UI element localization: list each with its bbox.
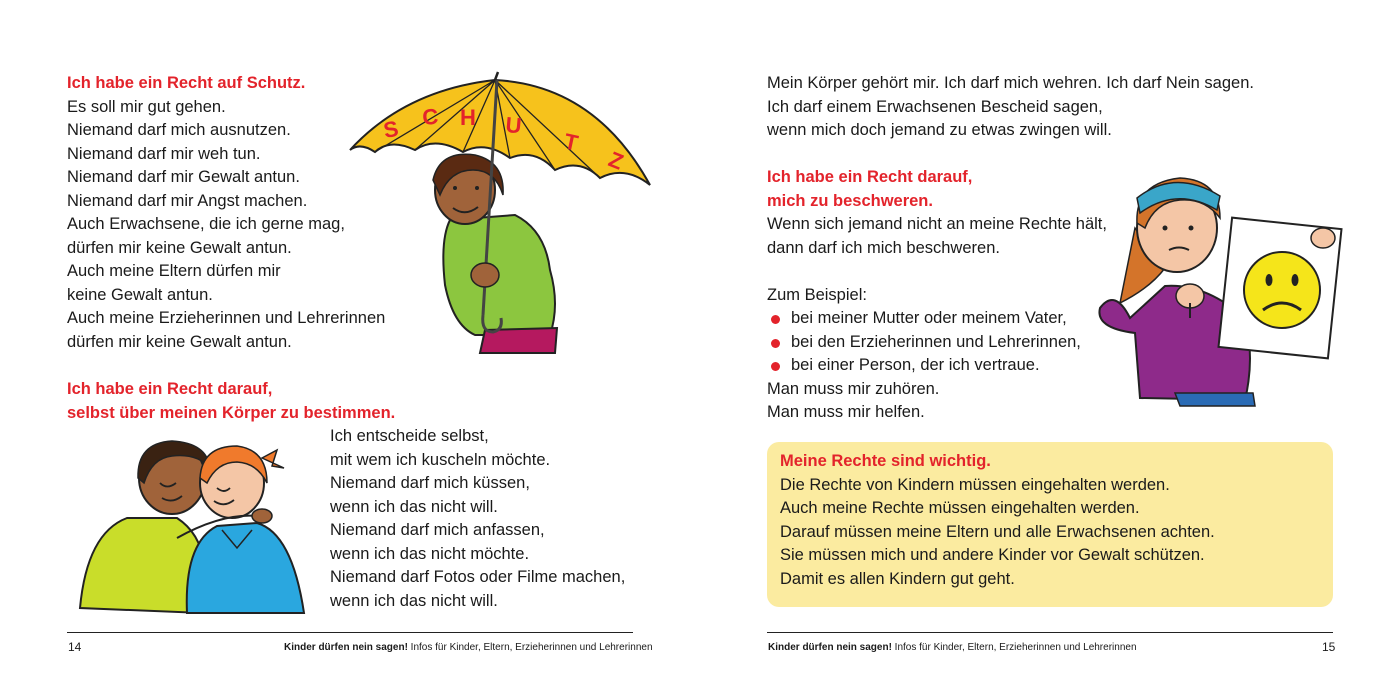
text-line: Damit es allen Kindern gut geht. <box>780 569 1015 588</box>
footer-subtitle: Infos für Kinder, Eltern, Erzieherinnen und Lehrerinnen <box>891 642 1137 653</box>
text-line: Darauf müssen meine Eltern und alle Erwachsenen achten. <box>780 522 1215 541</box>
footer-subtitle: Infos für Kinder, Eltern, Erzieherinnen und Lehrerinnen <box>407 642 653 653</box>
list-item: bei den Erzieherinnen und Lehrerinnen, <box>767 331 1107 355</box>
text-line: Niemand darf mir weh tun. <box>67 144 261 163</box>
text-line: Niemand darf Fotos oder Filme machen, <box>330 568 626 586</box>
text-line: Die Rechte von Kindern müssen eingehalten werden. <box>780 475 1170 494</box>
text-line: Ich entscheide selbst, <box>330 427 489 445</box>
footer-divider <box>767 632 1333 633</box>
text-line: mit wem ich kuscheln möchte. <box>330 450 551 469</box>
umbrella-letter-t: T <box>561 128 581 156</box>
text-line: Man muss mir zuhören. <box>767 379 940 398</box>
text-line: Niemand darf mich ausnutzen. <box>67 121 291 139</box>
text-line: Niemand darf mir Angst machen. <box>67 191 308 210</box>
two-children-hugging-illustration <box>72 438 312 616</box>
text-line: Sie müssen mich und andere Kinder vor Gewalt schützen. <box>780 546 1205 564</box>
page-number-left: 14 <box>68 640 82 654</box>
text-line: Auch meine Erzieherinnen und Lehrerinnen <box>67 309 386 327</box>
heading-complaint-line1: Ich habe ein Recht darauf, <box>767 168 973 186</box>
umbrella-letter-z: Z <box>605 146 627 175</box>
text-line: dürfen mir keine Gewalt antun. <box>67 238 292 257</box>
section-intro <box>767 72 1254 143</box>
text-line: Auch Erwachsene, die ich gerne mag, <box>67 215 345 233</box>
text-line: keine Gewalt antun. <box>67 285 213 304</box>
footer-title: Kinder dürfen nein sagen! <box>284 642 408 653</box>
heading-protection: Ich habe ein Recht auf Schutz. <box>67 74 306 92</box>
text-line: Mein Körper gehört mir. Ich darf mich wehren. Ich darf Nein sagen. <box>767 74 1254 92</box>
rights-important-box <box>767 442 1333 607</box>
text-line: Ich darf einem Erwachsenen Bescheid sagen, <box>767 97 1103 116</box>
child-with-sad-face-sign-illustration <box>1095 168 1345 408</box>
heading-body-rights-line2: selbst über meinen Körper zu bestimmen. <box>67 403 396 422</box>
footer-divider <box>67 632 633 633</box>
text-line: wenn ich das nicht will. <box>330 591 498 610</box>
umbrella-letter-h: H <box>460 105 476 130</box>
text-line: Auch meine Rechte müssen eingehalten werden. <box>780 499 1140 517</box>
footer-right <box>768 642 1137 653</box>
section-protection <box>67 72 385 354</box>
section-body-rights-text <box>330 425 625 613</box>
text-line: Auch meine Eltern dürfen mir <box>67 262 281 280</box>
example-list <box>767 307 1107 378</box>
child-with-umbrella-illustration <box>345 70 655 360</box>
umbrella-letter-s: S <box>381 115 401 143</box>
text-line: Niemand darf mir Gewalt antun. <box>67 168 300 186</box>
umbrella-letter-c: C <box>421 103 440 130</box>
text-line: Man muss mir helfen. <box>767 403 925 421</box>
text-line: Es soll mir gut gehen. <box>67 97 226 116</box>
box-content <box>780 450 1215 591</box>
text-line: wenn ich das nicht möchte. <box>330 544 530 563</box>
text-line: dürfen mir keine Gewalt antun. <box>67 332 292 351</box>
box-heading: Meine Rechte sind wichtig. <box>780 452 991 470</box>
section-body-rights-heading <box>67 378 395 425</box>
text-line: Niemand darf mich anfassen, <box>330 521 545 539</box>
text-line: wenn ich das nicht will. <box>330 497 498 516</box>
footer-left <box>284 642 653 653</box>
heading-complaint-line2: mich zu beschweren. <box>767 191 933 210</box>
text-line: dann darf ich mich beschweren. <box>767 238 1000 257</box>
text-line: wenn mich doch jemand zu etwas zwingen will. <box>767 121 1112 139</box>
umbrella-letter-u: U <box>504 112 523 139</box>
example-label: Zum Beispiel: <box>767 285 867 304</box>
section-complaint <box>767 166 1107 425</box>
text-line: Wenn sich jemand nicht an meine Rechte hält, <box>767 215 1107 233</box>
footer-title: Kinder dürfen nein sagen! <box>768 642 892 653</box>
text-line: Niemand darf mich küssen, <box>330 474 530 492</box>
heading-body-rights-line1: Ich habe ein Recht darauf, <box>67 380 273 398</box>
right-page <box>700 0 1400 700</box>
list-item: bei meiner Mutter oder meinem Vater, <box>767 307 1107 331</box>
list-item: bei einer Person, der ich vertraue. <box>767 354 1107 378</box>
page-number-right: 15 <box>1322 640 1336 654</box>
